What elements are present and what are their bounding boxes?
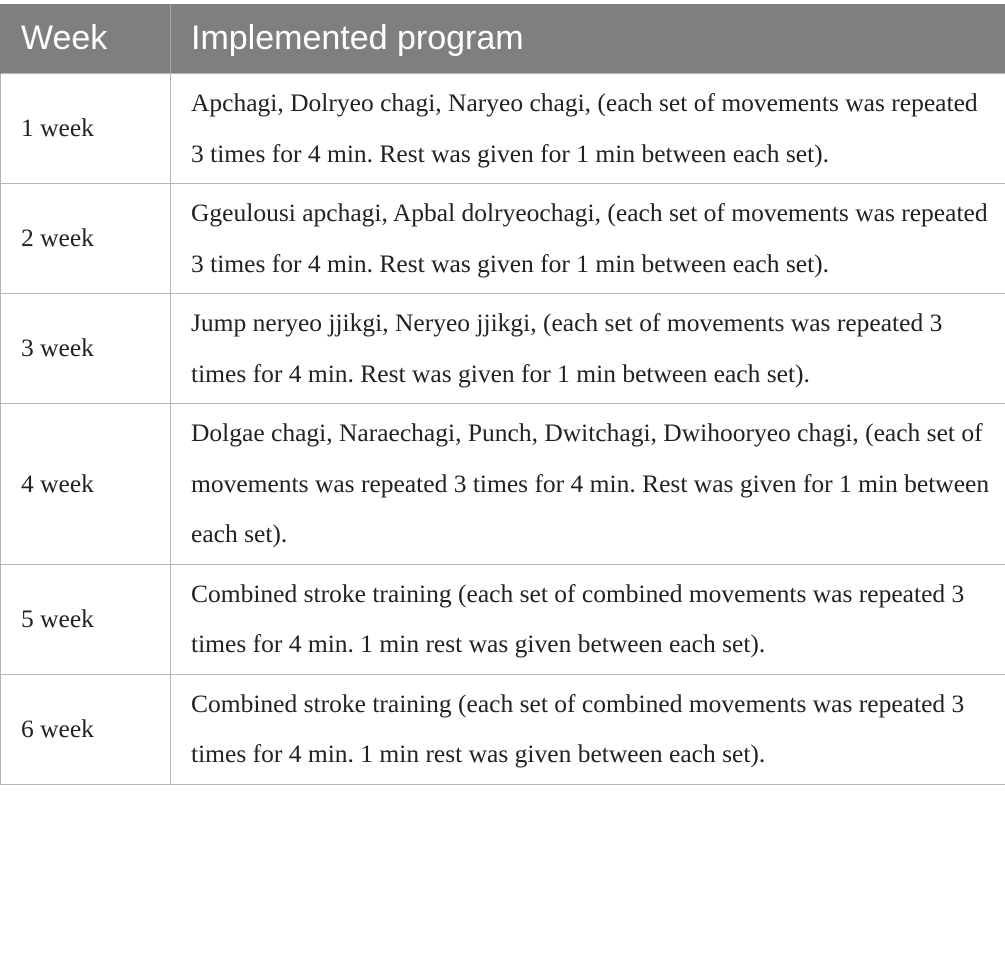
table-row [1,674,1005,784]
program-table-container [0,4,1005,785]
week-cell: 2 week [1,184,171,294]
program-cell: Apchagi, Dolryeo chagi, Naryeo chagi, (each set of movements was repeated 3 times for 4 min. Rest was given for 1 min between each set). [171,74,1005,184]
table-row [1,564,1005,674]
table-row [1,404,1005,565]
week-cell: 4 week [1,404,171,565]
table-row [1,294,1005,404]
header-row [1,4,1005,74]
table-row [1,184,1005,294]
week-cell: 5 week [1,564,171,674]
program-cell: Combined stroke training (each set of combined movements was repeated 3 times for 4 min. 1 min rest was given between each set). [171,674,1005,784]
program-cell: Combined stroke training (each set of combined movements was repeated 3 times for 4 min. 1 min rest was given between each set). [171,564,1005,674]
table-header [1,4,1005,74]
week-cell: 6 week [1,674,171,784]
table-row [1,74,1005,184]
program-table [0,4,1005,785]
header-week: Week [1,4,171,74]
program-cell: Jump neryeo jjikgi, Neryeo jjikgi, (each set of movements was repeated 3 times for 4 min. Rest was given for 1 min between each set). [171,294,1005,404]
week-cell: 1 week [1,74,171,184]
table-body [1,74,1005,785]
program-cell: Dolgae chagi, Naraechagi, Punch, Dwitchagi, Dwihooryeo chagi, (each set of movements was repeated 3 times for 4 min. Rest was given for 1 min between each set). [171,404,1005,565]
week-cell: 3 week [1,294,171,404]
header-implemented-program: Implemented program [171,4,1005,74]
program-cell: Ggeulousi apchagi, Apbal dolryeochagi, (each set of movements was repeated 3 times for 4 min. Rest was given for 1 min between each set). [171,184,1005,294]
